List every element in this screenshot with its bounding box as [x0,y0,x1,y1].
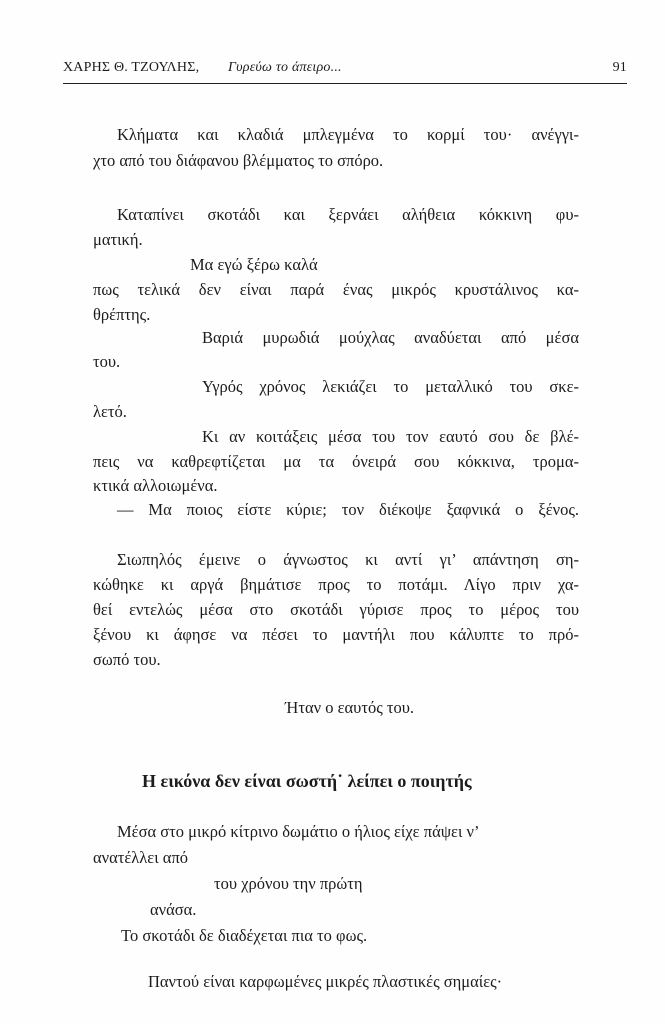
poem-line: Το σκοτάδι δε διαδέχεται πια το φως. [121,926,368,945]
text-line: Βαριά μυρωδιά μούχλας αναδύεται από μέσα [202,328,579,347]
text-line: θεί εντελώς μέσα στο σκοτάδι γύρισε προς το μέρος του [93,600,579,619]
text-line: κώθηκε κι αργά βημάτισε προς το ποτάμι. Λίγο πριν χα- [93,575,579,594]
page-number: 91 [612,60,627,75]
header-rule [63,83,627,84]
text-line: σωπό του. [93,650,161,669]
text-line: ματική. [93,230,143,249]
text-line: του. [93,352,121,371]
poem-title: Η εικόνα δεν είναι σωστή˙ λείπει ο ποιητής [142,771,472,791]
text-line: Σιωπηλός έμεινε ο άγνωστος κι αντί γι’ απάντηση ση- [117,550,579,569]
header-author: ΧΑΡΗΣ Θ. ΤΖΟΥΛΗΣ, [63,60,200,75]
text-line: ξένου κι άφησε να πέσει το μαντήλι που κάλυπτε το πρό- [93,625,579,644]
header-book-title: Γυρεύω το άπειρο... [228,60,342,75]
poem-line: ανατέλλει από [93,848,189,867]
poem-line: ανάσα. [150,900,197,919]
text-line: Υγρός χρόνος λεκιάζει το μεταλλικό του σκε- [202,377,579,396]
poem-line: Μέσα στο μικρό κίτρινο δωμάτιο ο ήλιος είχε πάψει ν’ [117,822,480,841]
poem-line: Παντού είναι καρφωμένες μικρές πλαστικές σημαίες· [148,972,503,991]
text-line: θρέπτης. [93,305,151,324]
text-line: πως τελικά δεν είναι παρά ένας μικρός κρυστάλινος κα- [93,280,579,299]
text-line: Κι αν κοιτάξεις μέσα του τον εαυτό σου δε βλέ- [202,427,579,446]
text-line: Κλήματα και κλαδιά μπλεγμένα το κορμί του· ανέγγι- [117,125,579,144]
text-line: — Μα ποιος είστε κύριε; τον διέκοψε ξαφνικά ο ξένος. [117,500,579,519]
text-line: χτο από του διάφανου βλέμματος το σπόρο. [93,151,384,170]
text-line: Μα εγώ ξέρω καλά [190,255,318,274]
text-line: Καταπίνει σκοτάδι και ξερνάει αλήθεια κόκκινη φυ- [117,205,579,224]
text-line: πεις να καθρεφτίζεται μα τα όνειρά σου κόκκινα, τρομα- [93,452,579,471]
poem-line: του χρόνου την πρώτη [214,874,363,893]
text-line: λετό. [93,402,127,421]
text-line: Ήταν ο εαυτός του. [285,698,415,717]
text-line: κτικά αλλοιωμένα. [93,476,218,495]
running-header [63,60,627,82]
